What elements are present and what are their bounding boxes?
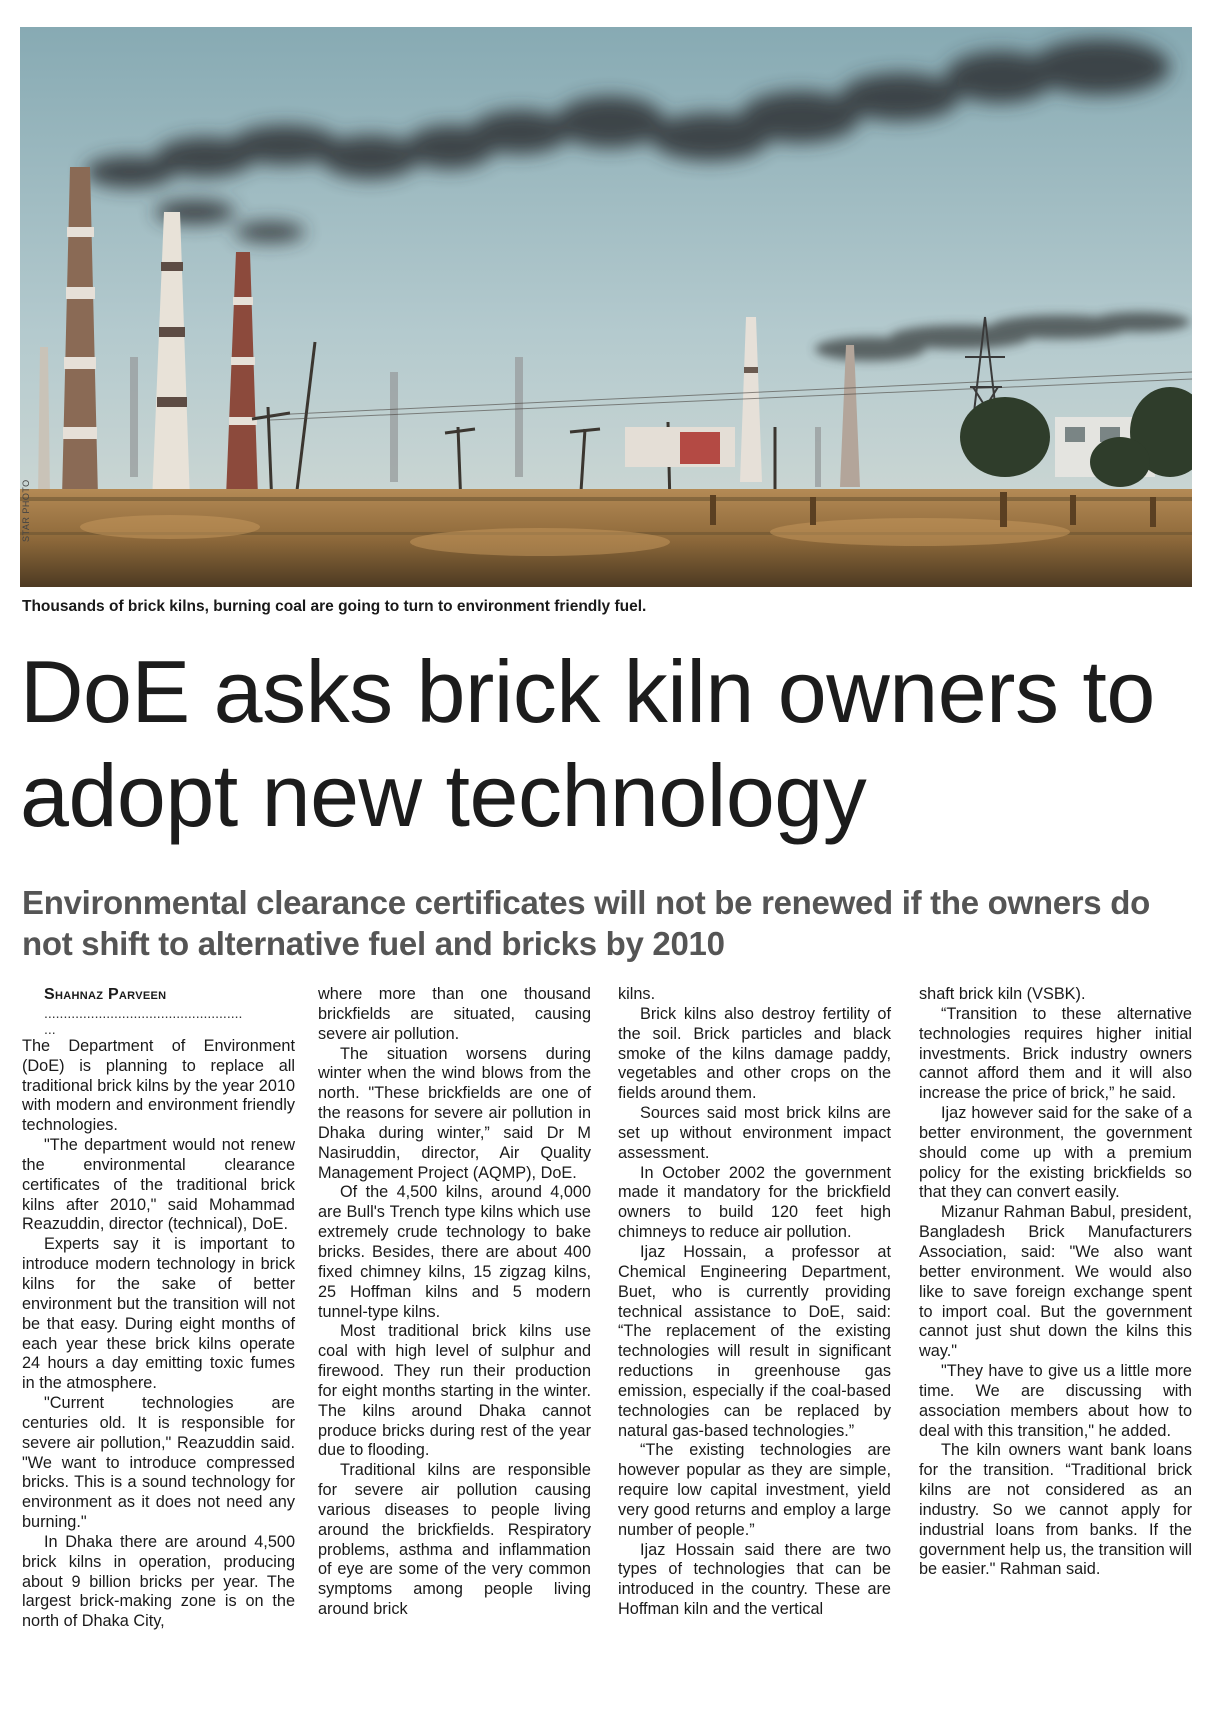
paragraph: Brick kilns also destroy fertility of the soil. Brick particles and black smoke of the kilns damage paddy, vegetables and other crops on the fields around them. <box>618 1004 891 1103</box>
paragraph: The Department of Environment (DoE) is planning to replace all traditional brick kilns by the year 2010 with modern and environment friendly technologies. <box>22 1036 295 1135</box>
paragraph: “Transition to these alternative technologies requires higher initial investments. Brick industry owners cannot afford them and it will also increase the price of brick,” he said. <box>919 1004 1192 1103</box>
byline-rule-cont: ... <box>44 1020 56 1037</box>
photo-caption: Thousands of brick kilns, burning coal are going to turn to environment friendly fuel. <box>22 598 647 615</box>
paragraph: Ijaz Hossain said there are two types of technologies that can be introduced in the country. These are Hoffman kiln and the vertical <box>618 1540 891 1619</box>
paragraph: where more than one thousand brickfields are situated, causing severe air pollution. <box>318 985 591 1043</box>
lead-photo <box>20 27 1192 587</box>
paragraph: "Current technologies are centuries old. It is responsible for severe air pollution," Reazuddin said. "We want to introduce compressed bricks. This is a sound technology for environment as it does not need any burning." <box>22 1394 295 1532</box>
column-1 <box>22 985 295 1632</box>
paragraph: shaft brick kiln (VSBK). <box>919 985 1086 1003</box>
paragraph: Ijaz however said for the sake of a better environment, the government should come up with a premium policy for the existing brickfields so that they can convert easily. <box>919 1104 1192 1202</box>
subheadline: Environmental clearance certificates will not be renewed if the owners do not shift to alternative fuel and bricks by 2010 <box>22 884 1150 962</box>
paragraph: kilns. <box>618 985 656 1003</box>
paragraph: “The existing technologies are however popular as they are simple, require low capital investment, yield very good returns and employ a large number of people.” <box>618 1441 891 1539</box>
byline-rule: ................................................... <box>44 1004 243 1021</box>
paragraph: Ijaz Hossain, a professor at Chemical Engineering Department, Buet, who is currently providing technical assistance to DoE, said: “The replacement of the existing technologies will result in significant reductions in greenhouse gas emission, especially if the coal-based technologies can be replaced by natural gas-based technologies.” <box>618 1242 891 1440</box>
paragraph: In Dhaka there are around 4,500 brick kilns in operation, producing about 9 billion bricks per year. The largest brick-making zone is on the north of Dhaka City, <box>22 1532 295 1631</box>
paragraph: Mizanur Rahman Babul, president, Bangladesh Brick Manufacturers Association, said: "We also want better environment. We would also like to save foreign exchange spent to import coal. But the government cannot just shut down the kilns this way." <box>919 1203 1192 1361</box>
paragraph: The situation worsens during winter when the wind blows from the north. "These brickfields are one of the reasons for severe air pollution in Dhaka during winter,” said Dr M Nasiruddin, director, Air Quality Management Project (AQMP), DoE. <box>318 1044 591 1182</box>
paragraph: Of the 4,500 kilns, around 4,000 are Bull's Trench type kilns which use extremely crude technology to bake bricks. Besides, there are about 400 fixed chimney kilns, 15 zigzag kilns, 25 Hoffman kilns and 5 modern tunnel-type kilns. <box>318 1183 591 1321</box>
paragraph: The kiln owners want bank loans for the transition. “Traditional brick kilns are not considered as an industry. So we cannot apply for industrial loans from banks. If the government help us, the transition will be easier." Rahman said. <box>919 1441 1192 1579</box>
column-3 <box>618 985 891 1620</box>
paragraph: "The department would not renew the environmental clearance certificates of the traditional brick kilns after 2010," said Mohammad Reazuddin, director (technical), DoE. <box>22 1136 295 1234</box>
paragraph: Traditional kilns are responsible for severe air pollution causing various diseases to people living around the brickfields. Respiratory problems, asthma and inflammation of eye are some of the very common symptoms among people living around brick <box>318 1461 591 1619</box>
paragraph: Experts say it is important to introduce modern technology in brick kilns for the sake of better environment but the transition will not be that easy. During eight months of each year these brick kilns operate 24 hours a day emitting toxic fumes in the atmosphere. <box>22 1235 295 1393</box>
brick-kiln-photo <box>20 27 1192 587</box>
article-body <box>22 985 1192 1705</box>
headline: DoE asks brick kiln owners to adopt new technology <box>20 642 1155 845</box>
column-2 <box>318 985 591 1620</box>
paragraph: Most traditional brick kilns use coal with high level of sulphur and firewood. They run their production for eight months starting in the winter. The kilns around Dhaka cannot produce bricks during rest of the year due to flooding. <box>318 1322 591 1460</box>
paragraph: "They have to give us a little more time. We are discussing with association members about how to deal with this transition," he added. <box>919 1362 1192 1440</box>
column-4 <box>919 985 1192 1580</box>
paragraph: In October 2002 the government made it mandatory for the brickfield owners to build 120 feet high chimneys to reduce air pollution. <box>618 1163 891 1242</box>
paragraph: Sources said most brick kilns are set up without environment impact assessment. <box>618 1104 891 1162</box>
byline: Shahnaz Parveen <box>44 986 167 1003</box>
photo-credit: STAR PHOTO <box>21 479 31 542</box>
